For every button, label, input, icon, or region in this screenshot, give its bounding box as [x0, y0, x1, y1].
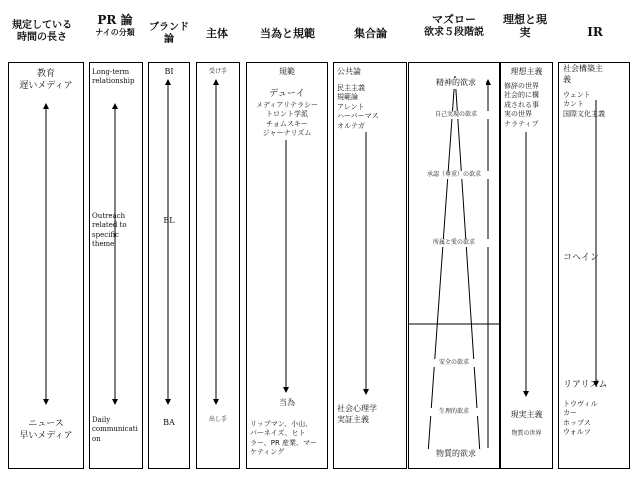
col9-constructivism-list: ウェント カント 国際文化主義: [563, 91, 605, 118]
col2-middle-label: Outreach related to specific theme: [92, 212, 127, 249]
col9-keohane-label: コヘイン: [563, 253, 600, 263]
col2-top-label: Long-term relationship: [92, 68, 135, 86]
col7-self-actualization: 自己実現の欲求: [418, 111, 494, 119]
col4-top-label: 受け手: [208, 68, 227, 75]
col7-spiritual-needs: 精神的欲求: [426, 78, 486, 89]
header-set-theory: 集合論: [354, 27, 387, 40]
col6-social-psychology-label: 社会心理学 実証主義: [337, 404, 377, 424]
col5-dewey-label: デューイ: [269, 89, 305, 99]
col7-love-belonging: 所属と愛の欲求: [418, 239, 490, 247]
col7-esteem: 承認（尊重）の欲求: [414, 171, 494, 179]
header-ir: IR: [587, 25, 603, 39]
col8-idealism-list: 修辞の世界 社会的に構 成される事 実の世界 ナラティブ: [504, 82, 539, 128]
col9-realism-list: トウヴィル カー ホッブス ウォルツ: [563, 400, 598, 437]
col9-constructivism-label: 社会構築主 義: [563, 64, 603, 84]
maslow-pyramid: [428, 76, 480, 454]
col1-top-label: 教育 遅いメディア: [19, 69, 73, 92]
col6-public-theory-list: 民主主義 規範論 アレント ハーバーマス オルテガ: [337, 84, 379, 130]
header-pr-title: PR 論: [97, 13, 133, 27]
col5-ought-list: リップマン、小山、 バーネイズ、ヒト ラー、PR 産業、マー ケティング: [250, 420, 318, 457]
header-brand-theory: ブランド論: [149, 22, 189, 45]
col7-safety: 安全の欲求: [426, 359, 482, 367]
col7-material-needs: 物質的欲求: [426, 449, 486, 460]
col1-bottom-label: ニュース 早いメディア: [19, 419, 73, 442]
col2-bottom-label: Daily communicati on: [92, 416, 138, 443]
col5-norm-label: 規範: [279, 67, 295, 76]
col3-bottom-label: BA: [163, 418, 175, 427]
header-maslow-subtitle: 欲求５段階説: [424, 26, 484, 38]
col3-top-label: BI: [164, 67, 174, 76]
header-time-length: 規定している 時間の長さ: [12, 20, 72, 43]
header-pr-subtitle: ナイの分類: [95, 27, 135, 37]
header-maslow-title: マズロー: [432, 13, 476, 26]
col5-ought-label: 当為: [279, 398, 295, 407]
col5-norm-list: メディアリテラシー トロント学派 チョムスキー ジャーナリズム: [255, 101, 319, 138]
col4-bottom-label: 出し手: [208, 416, 227, 423]
header-ideal-and-reality: 理想と現実: [503, 13, 547, 39]
col9-realism-label: リアリズム: [563, 380, 608, 390]
col7-physiological: 生理的欲求: [426, 408, 482, 416]
header-ought-and-norm: 当為と規範: [260, 27, 315, 40]
col8-material-world: 物質の世界: [511, 430, 542, 437]
col8-idealism-label: 理想主義: [510, 67, 543, 76]
col6-public-theory-label: 公共論: [337, 67, 361, 76]
col8-realism-label: 現実主義: [510, 410, 543, 419]
col3-middle-label: BL: [163, 216, 175, 225]
header-subject: 主体: [206, 27, 228, 40]
